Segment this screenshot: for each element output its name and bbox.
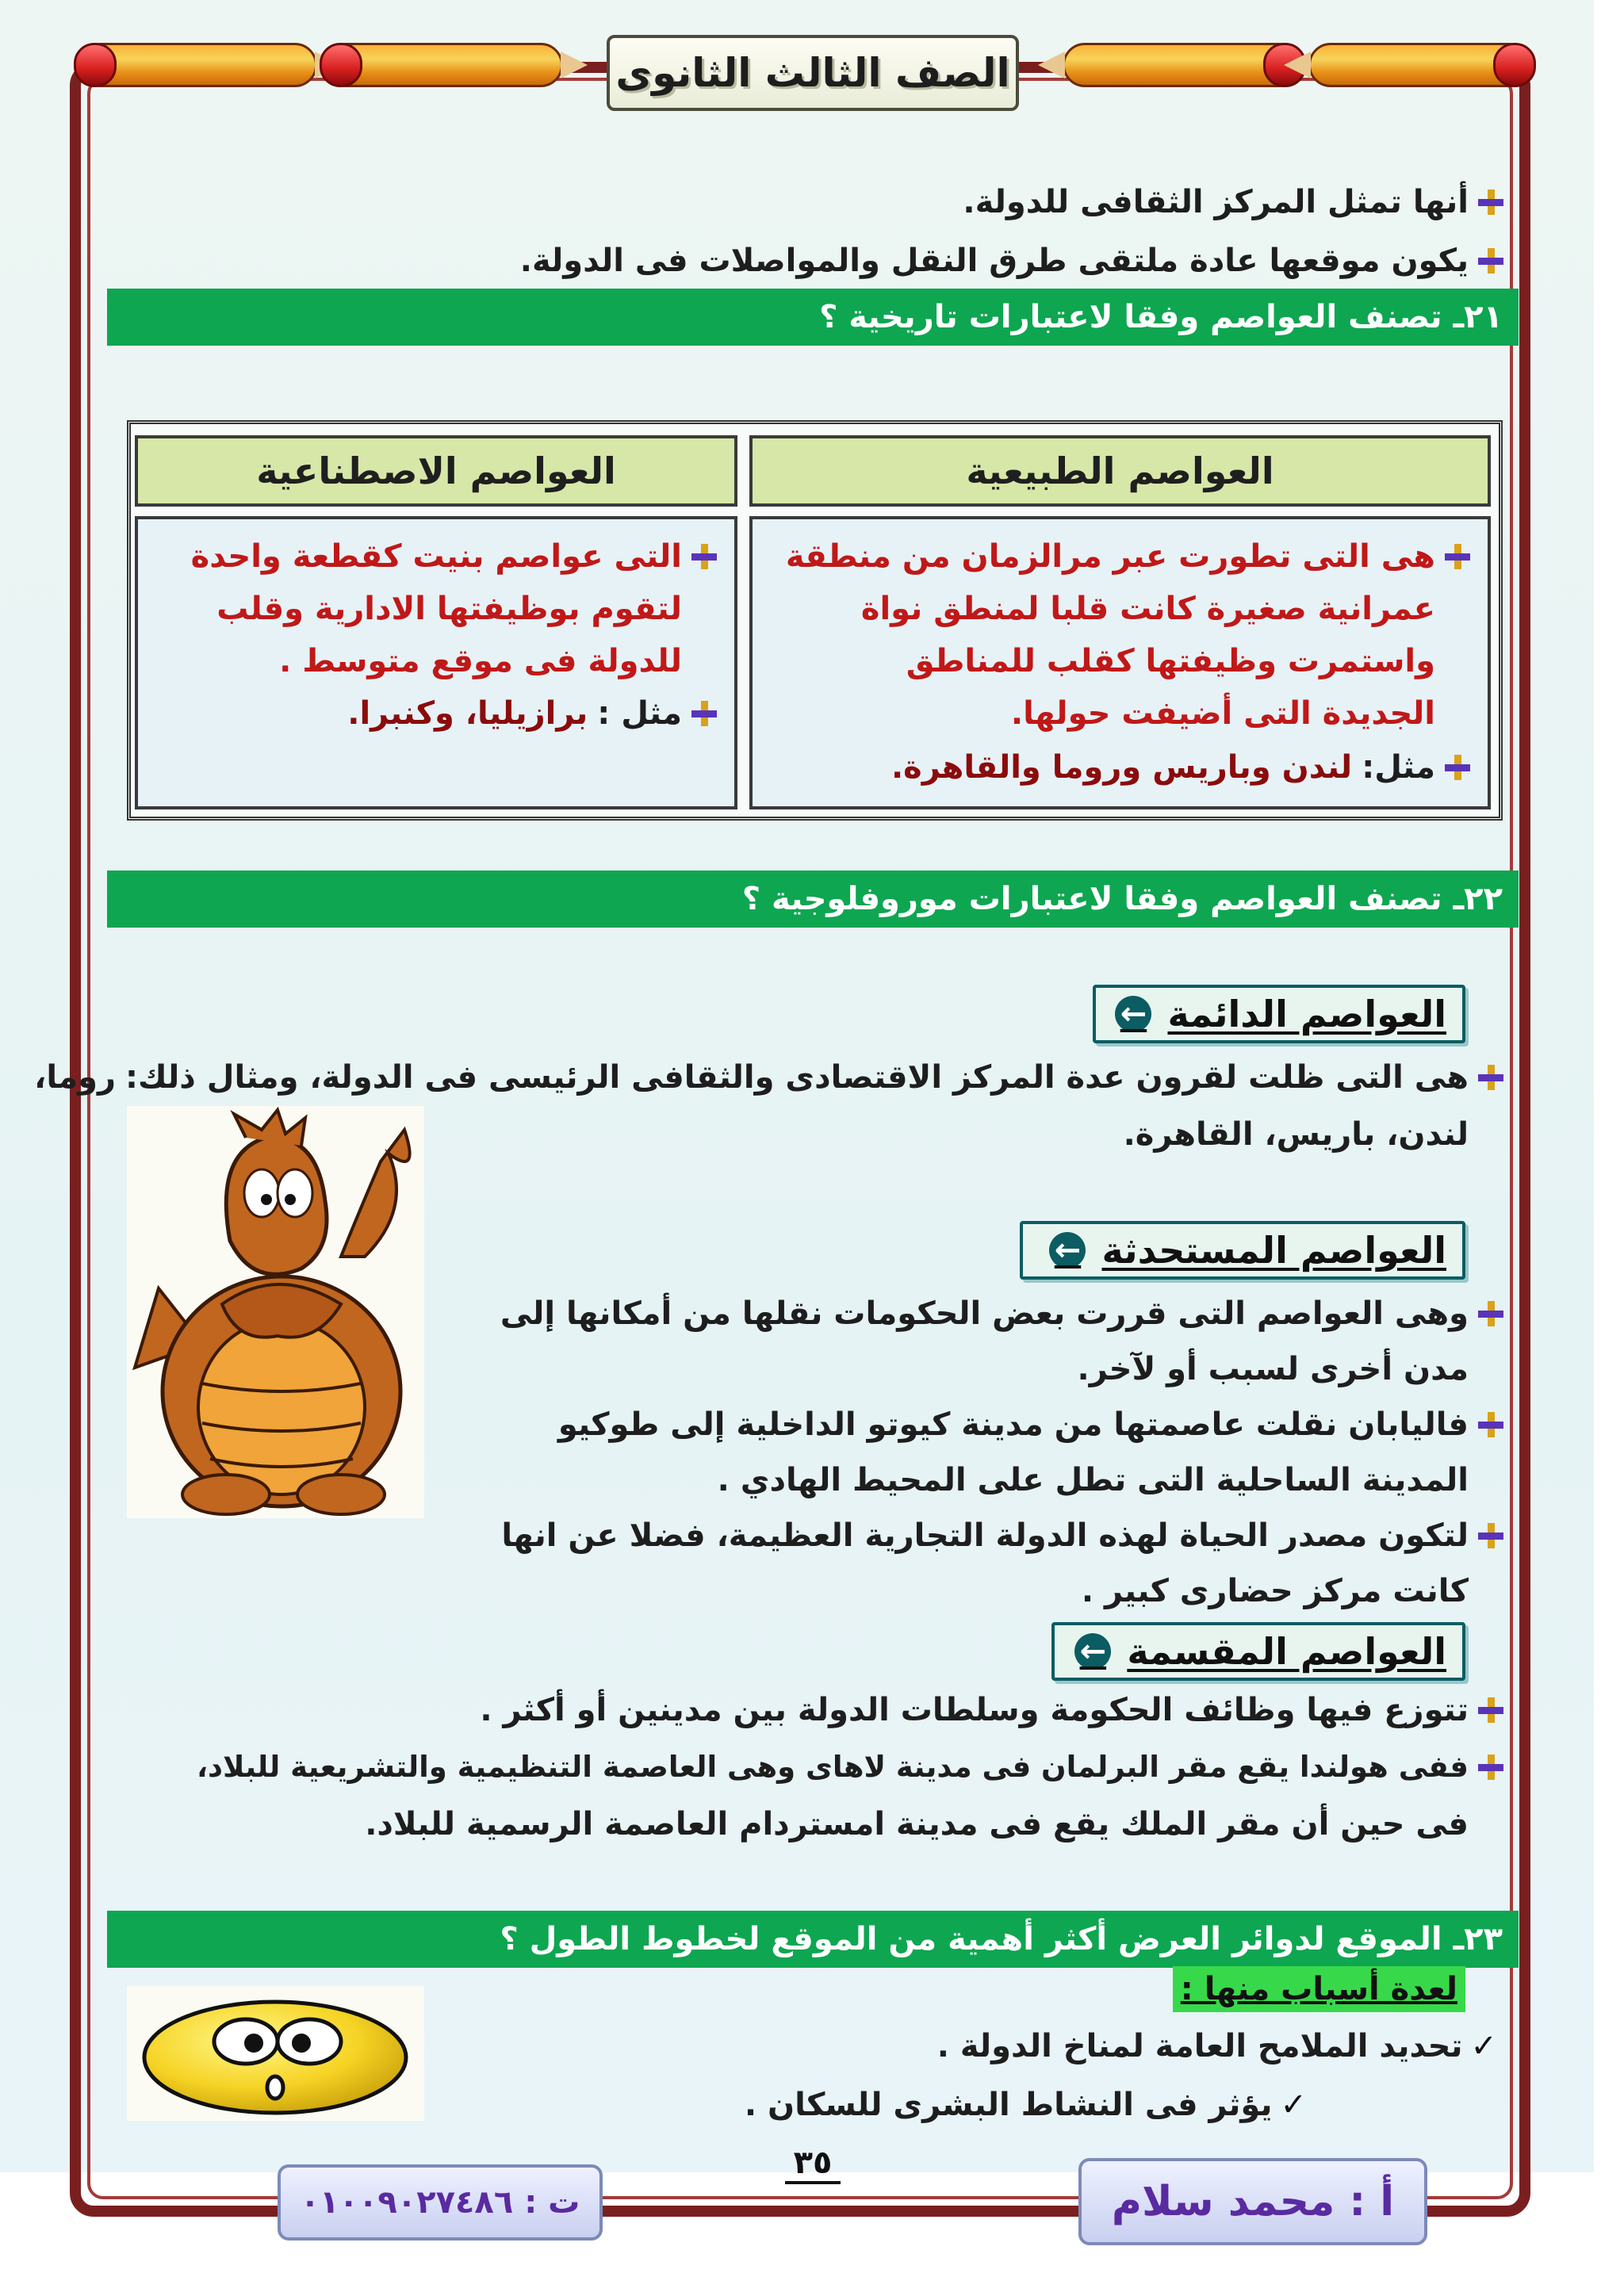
- new-capitals-line: وهى العواصم التى قررت بعض الحكومات نقلها من أمكانها إلى: [500, 1288, 1505, 1340]
- arrow-left-icon: ←: [1115, 996, 1151, 1032]
- pencil-decoration-left-2: [325, 43, 563, 87]
- heading-new-capitals: العواصم المستحدثة ←: [1020, 1221, 1465, 1280]
- cell-line: التى عواصم بنيت كقطعة واحدة: [191, 530, 718, 583]
- divided-capitals-line: تتوزع فيها وظائف الحكومة وسلطات الدولة بين مدينين أو أكثر .: [480, 1684, 1505, 1736]
- checkmark-icon: ✓: [1470, 2028, 1497, 2064]
- artificial-example: مثل : برازيليا، وكنبرا.: [347, 687, 718, 740]
- bullet-icon: [1477, 1696, 1505, 1724]
- cell-line: للدولة فى موقع متوسط .: [279, 643, 682, 679]
- cause-item: ✓ تحديد الملامح العامة لمناخ الدولة .: [937, 2020, 1497, 2072]
- heading-divided-capitals: العواصم المقسمة ←: [1051, 1622, 1465, 1681]
- checkmark-icon: ✓: [1280, 2087, 1307, 2123]
- divided-capitals-line: ففى هولندا يقع مقر البرلمان فى مدينة لاهاى وهى العاصمة التنظيمية والتشريعية للبلاد،: [197, 1741, 1505, 1793]
- new-capitals-line: فاليابان نقلت عاصمتها من مدينة كيوتو الداخلية إلى طوكيو: [558, 1399, 1505, 1451]
- bullet-icon: [1443, 542, 1472, 571]
- question-21-bar: ٢١ـ تصنف العواصم وفقا لاعتبارات تاريخية ؟: [107, 289, 1519, 346]
- permanent-line: هى التى ظلت لقرون عدة المركز الاقتصادى والثقافى الرئيسى فى الدولة، ومثال ذلك: روما،: [34, 1051, 1505, 1104]
- phone-box: ت : ٠١٠٠٩٠٢٧٤٨٦: [278, 2164, 603, 2241]
- bullet-icon: [690, 699, 718, 728]
- cell-line: هى التى تطورت عبر مرالزمان من منطقة: [786, 530, 1472, 583]
- natural-example: مثل: لندن وباريس وروما والقاهرة.: [891, 741, 1472, 794]
- bullet-icon: [1477, 1753, 1505, 1781]
- causes-heading: لعدة أسباب منها :: [1173, 1966, 1465, 2012]
- heading-permanent-capitals: العواصم الدائمة ←: [1093, 985, 1465, 1043]
- bullet-icon: [1477, 1063, 1505, 1092]
- surprised-face-image: [127, 1986, 424, 2121]
- new-capitals-line: لتكون مصدر الحياة لهذه الدولة التجارية العظيمة، فضلا عن انها: [501, 1510, 1505, 1562]
- capitals-history-table: [127, 420, 1503, 821]
- cell-line: لتقوم بوظيفتها الادارية وقلب: [216, 591, 682, 627]
- table-cell-natural: [749, 516, 1491, 809]
- dragon-cartoon-image: [127, 1106, 424, 1518]
- intro-point: يكون موقعها عادة ملتقى طرق النقل والمواصلات فى الدولة.: [520, 235, 1505, 287]
- new-capitals-line: المدينة الساحلية التى تطل على المحيط الهادي .: [717, 1462, 1469, 1498]
- pencil-decoration-right-1: [1063, 43, 1300, 87]
- new-capitals-line: مدن أخرى لسبب أو لآخر.: [1077, 1351, 1469, 1387]
- surprised-face-icon: [127, 1986, 424, 2121]
- permanent-line: لندن، باريس، القاهرة.: [1123, 1116, 1469, 1153]
- divided-capitals-line: فى حين أن مقر الملك يقع فى مدينة امستردام العاصمة الرسمية للبلاد.: [365, 1806, 1469, 1843]
- question-23-bar: ٢٣ـ الموقع لدوائر العرض أكثر أهمية من الموقع لخطوط الطول ؟: [107, 1911, 1519, 1968]
- bullet-icon: [1477, 1410, 1505, 1439]
- page-number: ٣٥: [785, 2145, 841, 2184]
- bullet-icon: [1477, 1521, 1505, 1550]
- bullet-icon: [1477, 247, 1505, 275]
- intro-point: أنها تمثل المركز الثقافى للدولة.: [963, 176, 1505, 228]
- page-title: الصف الثالث الثانوى: [607, 35, 1019, 111]
- pencil-decoration-left-1: [79, 43, 317, 87]
- cell-line: عمرانية صغيرة كانت قلبا لمنطق نواة: [860, 591, 1435, 627]
- bullet-icon: [1477, 1299, 1505, 1328]
- bullet-icon: [690, 542, 718, 571]
- bullet-icon: [1443, 753, 1472, 782]
- table-cell-artificial: [135, 516, 737, 809]
- dragon-illustration: [127, 1106, 424, 1518]
- question-22-bar: ٢٢ـ تصنف العواصم وفقا لاعتبارات موروفلوجية ؟: [107, 871, 1519, 928]
- author-box: أ : محمد سلام: [1078, 2158, 1427, 2245]
- new-capitals-line: كانت مركز حضارى كبير .: [1081, 1573, 1469, 1609]
- cause-item: ✓ يؤثر فى النشاط البشرى للسكان .: [745, 2079, 1307, 2131]
- cell-line: واستمرت وظيفتها كقلب للمناطق: [906, 643, 1435, 679]
- bullet-icon: [1477, 188, 1505, 216]
- arrow-left-icon: ←: [1049, 1232, 1086, 1269]
- pencil-decoration-right-2: [1308, 43, 1530, 87]
- table-header-natural: العواصم الطبيعية: [749, 435, 1491, 507]
- arrow-left-icon: ←: [1074, 1633, 1111, 1670]
- cell-line: الجديدة التى أضيفت حولها.: [1010, 695, 1435, 732]
- table-header-artificial: العواصم الاصطناعية: [135, 435, 737, 507]
